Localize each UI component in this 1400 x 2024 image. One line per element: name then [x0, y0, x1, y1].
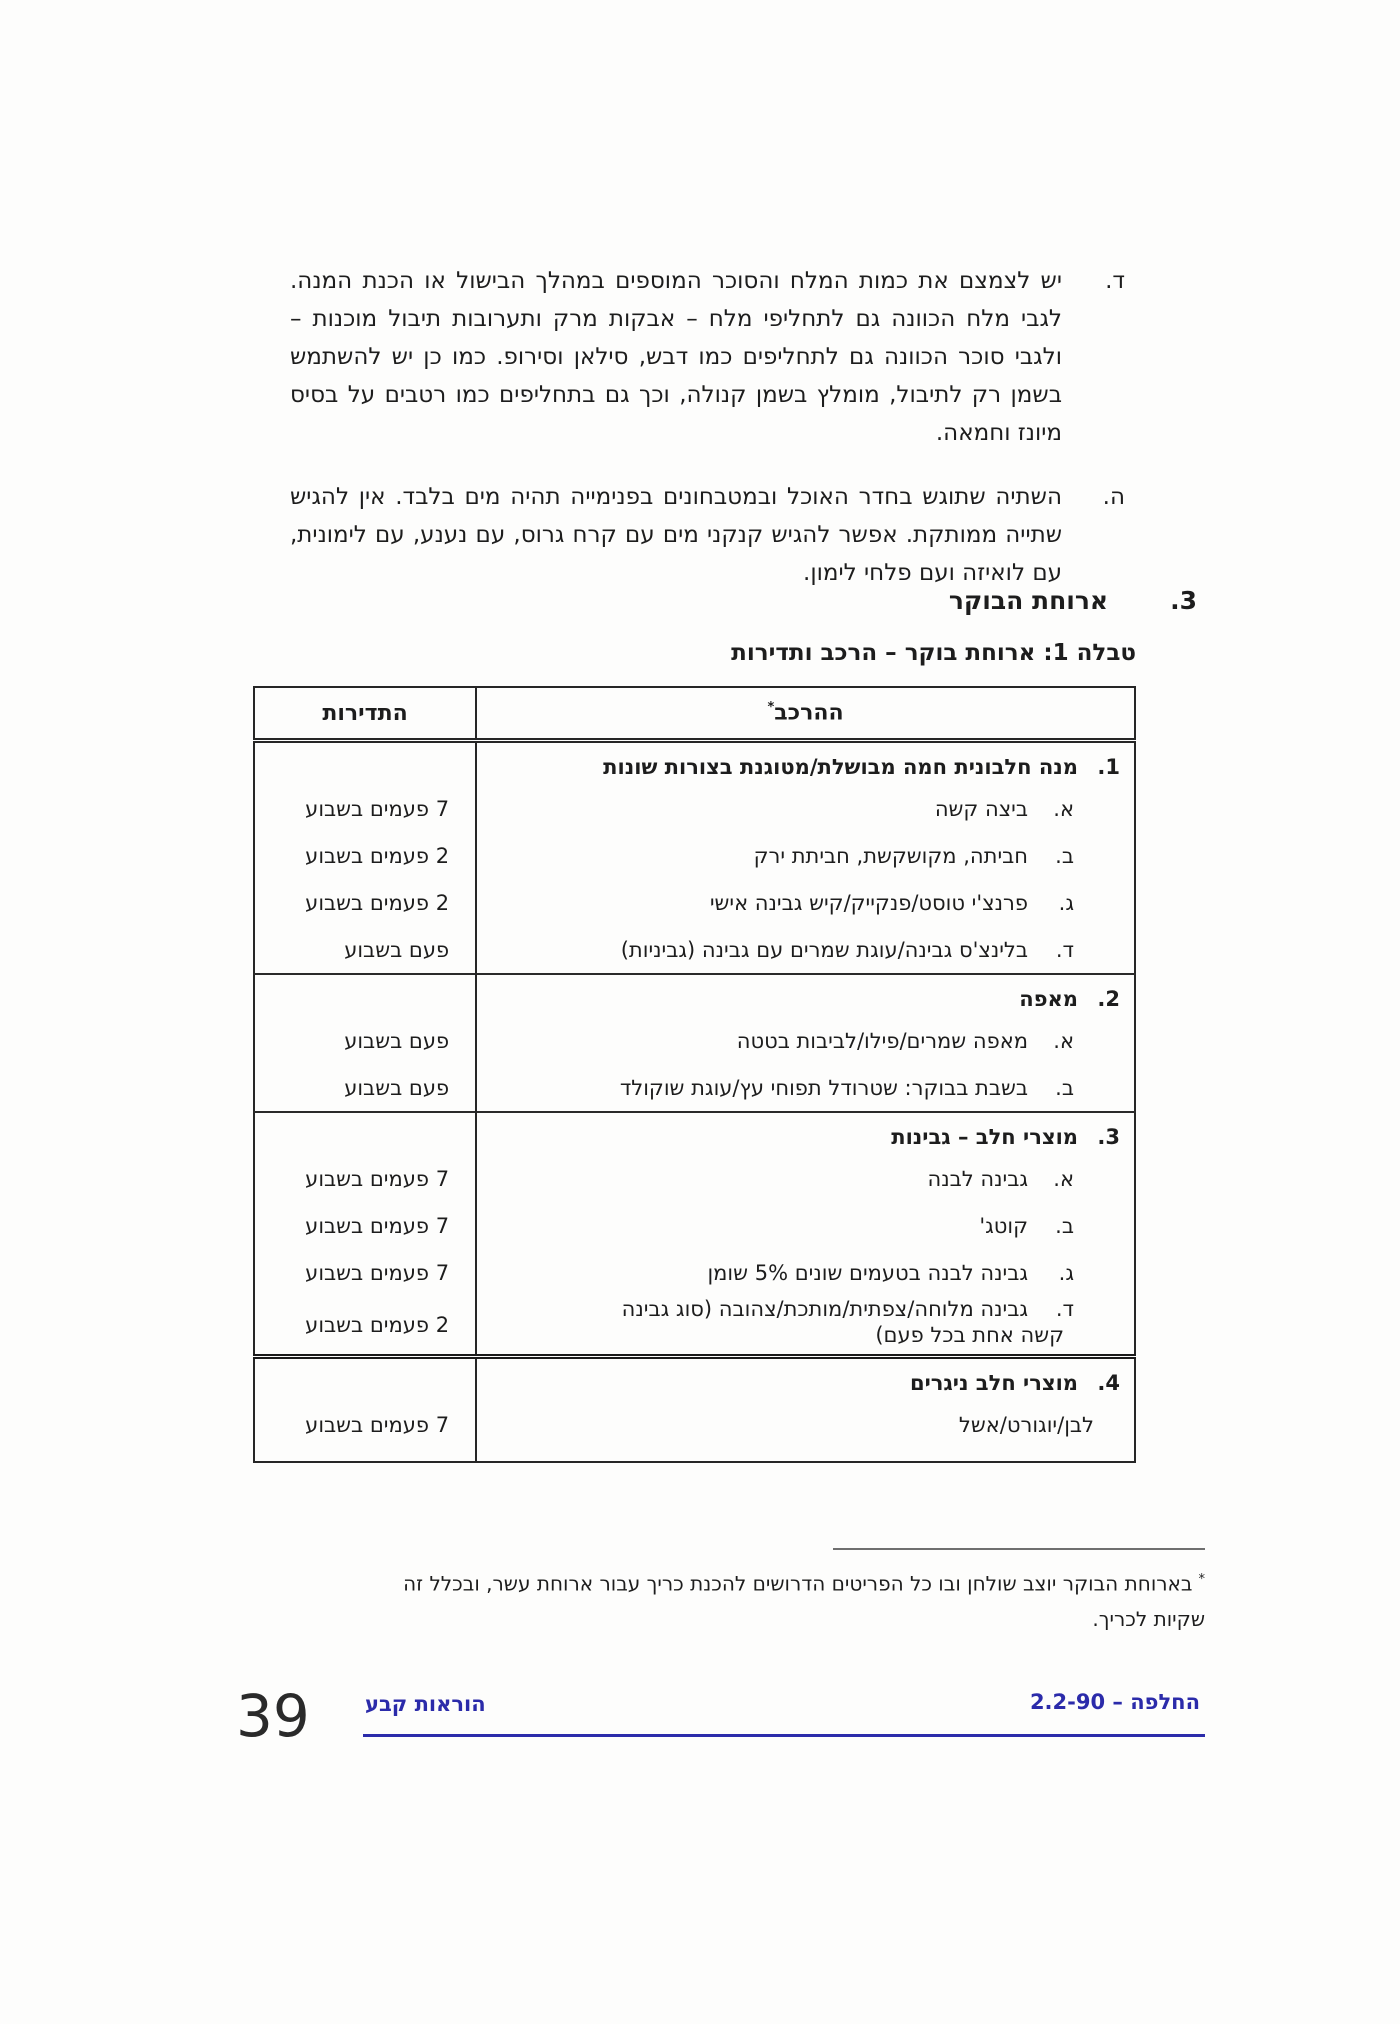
footnote-separator [833, 1548, 1205, 1550]
table-section-row [254, 741, 1135, 786]
item-text: גבינה לבנה [927, 1166, 1028, 1191]
table-item-row [254, 1064, 1135, 1112]
item-letter: א. [1053, 1028, 1074, 1053]
item-text: חביתה, מקושקשת, חביתת ירק [753, 843, 1028, 868]
frequency-cell: 2 פעמים בשבוע [305, 843, 450, 868]
table-item-row [254, 1401, 1135, 1462]
item-text: ביצה קשה [934, 796, 1028, 821]
paragraph-text: יש לצמצם את כמות המלח והסוכר המוספים במהלך הבישול או הכנת המנה. לגבי מלח הכוונה גם לתחליפי מלח – אבקות מרק ותערובות תיבול מוכנות – ולגבי סוכר הכוונה גם לתחליפים כמו דבש, סילאן וסירופ. כמו כן יש להשתמש בשמן רק לתיבול, מומלץ בשמן קנולה, וכך גם בתחליפים כמו רטבים על בסיס מיונז וחמאה. [290, 268, 1062, 446]
footer-label: הוראות קבע [365, 1692, 486, 1716]
table-item-row [254, 1017, 1135, 1064]
item-text: בלינצ'ס גבינה/עוגת שמרים עם גבינה (גביניות) [620, 937, 1028, 962]
item-text: קוטג' [979, 1213, 1028, 1238]
section-title: מוצרי חלב – גבינות [891, 1125, 1078, 1149]
section-title: מוצרי חלב ניגרים [909, 1371, 1078, 1395]
table-item-row [254, 879, 1135, 926]
frequency-cell: פעם בשבוע [344, 937, 450, 962]
table-section-row [254, 1357, 1135, 1402]
item-letter: ב. [1055, 1075, 1074, 1100]
frequency-cell-empty [254, 1357, 476, 1402]
frequency-cell: פעם בשבוע [344, 1028, 450, 1053]
frequency-cell: 2 פעמים בשבוע [305, 890, 450, 915]
item-text: לבן/יוגורט/אשל [958, 1412, 1094, 1437]
section-number: 2. [1097, 987, 1120, 1011]
table-item-row [254, 926, 1135, 974]
section-title: מאפה [1019, 987, 1078, 1011]
item-letter: ד. [1055, 937, 1074, 962]
table-item-row [254, 1249, 1135, 1296]
table-item-row [254, 785, 1135, 832]
section-number: 1. [1097, 755, 1120, 779]
table-item-row [254, 832, 1135, 879]
footnote-line-2: שקיות לכריך. [1092, 1606, 1205, 1631]
table-caption: טבלה 1: ארוחת בוקר – הרכב ותדירות [731, 640, 1136, 666]
item-text: מאפה שמרים/פילו/לביבות בטטה [736, 1028, 1028, 1053]
section-number: 4. [1097, 1371, 1120, 1395]
table-item-row [254, 1202, 1135, 1249]
frequency-cell: 7 פעמים בשבוע [305, 1213, 450, 1238]
item-text: פרנצ'י טוסט/פנקייק/קיש גבינה אישי [709, 890, 1028, 915]
section-heading [949, 586, 1197, 615]
item-text-continuation: קשה אחת בכל פעם) [875, 1323, 1064, 1347]
item-letter: ב. [1055, 843, 1074, 868]
breakfast-table [253, 686, 1136, 1463]
frequency-column-header: התדירות [254, 687, 476, 741]
frequency-cell: 7 פעמים בשבוע [305, 1166, 450, 1191]
footnote-marker: * [1198, 1572, 1205, 1587]
footnote-line-1: *בארוחת הבוקר יוצב שולחן ובו כל הפריטים הדרושים להכנת כריך עבור ארוחת עשר, ובכלל זה [403, 1571, 1205, 1596]
item-letter: ב. [1055, 1213, 1074, 1238]
table-header-row [254, 687, 1135, 741]
list-item-h [290, 478, 1125, 592]
footnote-reference-marker: * [767, 700, 775, 716]
table-header [254, 687, 1135, 741]
item-letter: א. [1053, 796, 1074, 821]
section-title: מנה חלבונית חמה מבושלת/מטוגנת בצורות שונות [603, 755, 1078, 779]
footer-document-id: החלפה – 2.2-90 [1029, 1690, 1200, 1714]
table-section-row [254, 1112, 1135, 1155]
footnote [240, 1562, 1205, 1637]
item-letter: ג. [1058, 1260, 1074, 1285]
composition-column-header: ההרכב* [476, 687, 1135, 741]
list-item-marker: ה. [1102, 484, 1125, 510]
section-number: 3. [1097, 1125, 1120, 1149]
frequency-cell: 7 פעמים בשבוע [305, 1412, 450, 1437]
frequency-cell: 7 פעמים בשבוע [305, 796, 450, 821]
item-text: גבינה מלוחה/צפתית/מותכת/צהובה (סוג גבינה [621, 1297, 1028, 1321]
frequency-cell: 7 פעמים בשבוע [305, 1260, 450, 1285]
item-letter: ג. [1058, 890, 1074, 915]
list-item-marker: ד. [1105, 268, 1125, 294]
section-heading-title: ארוחת הבוקר [948, 586, 1109, 615]
item-letter: ד. [1055, 1297, 1074, 1321]
paragraph-text: השתיה שתוגש בחדר האוכל ובמטבחונים בפנימייה תהיה מים בלבד. אין להגיש שתייה ממותקת. אפשר להגיש קנקני מים עם קרח גרוס, עם נענע, עם לימונית, עם לואיזה ועם פלחי לימון. [290, 484, 1062, 586]
table-section-row [254, 974, 1135, 1017]
frequency-cell-empty [254, 1112, 476, 1155]
frequency-cell: פעם בשבוע [344, 1075, 450, 1100]
item-text: בשבת בבוקר: שטרודל תפוחי עץ/עוגת שוקולד [619, 1075, 1028, 1100]
item-text: גבינה לבנה בטעמים שונים 5% שומן [707, 1260, 1028, 1285]
frequency-cell-empty [254, 974, 476, 1017]
frequency-cell-empty [254, 741, 476, 786]
section-heading-number: 3. [1170, 586, 1197, 615]
page-number: 39 [236, 1682, 310, 1750]
list-item-d [290, 262, 1125, 452]
table-item-row [254, 1296, 1135, 1357]
table-item-row [254, 1155, 1135, 1202]
table-body [254, 741, 1135, 1463]
footer-rule [363, 1734, 1205, 1737]
item-letter: א. [1053, 1166, 1074, 1191]
frequency-cell: 2 פעמים בשבוע [305, 1313, 450, 1337]
